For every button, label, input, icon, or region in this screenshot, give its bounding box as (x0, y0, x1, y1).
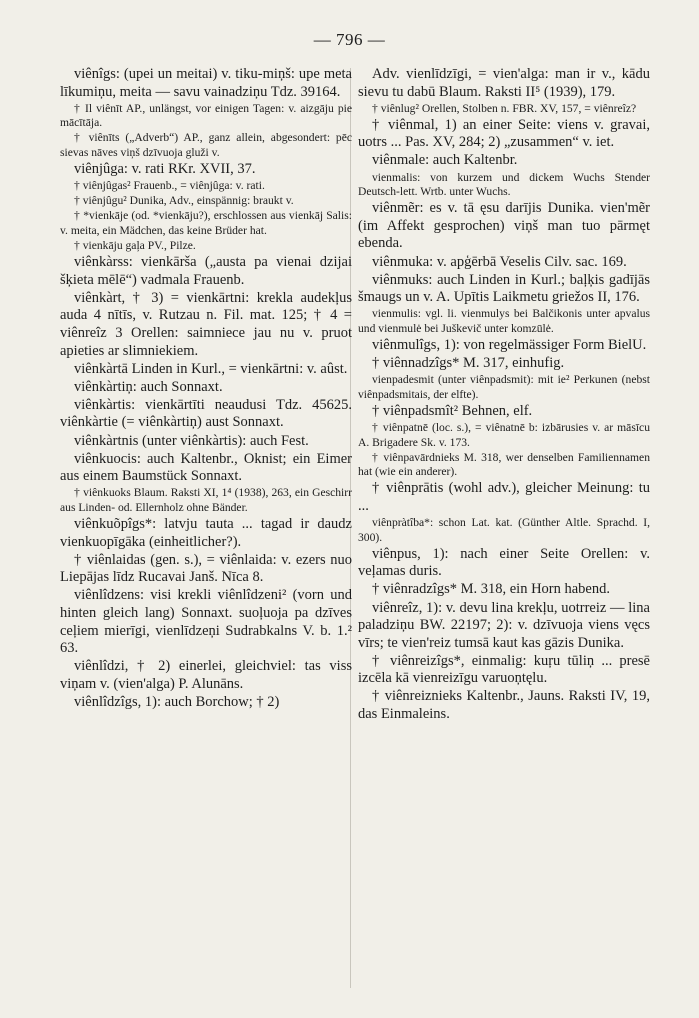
dictionary-entry: † viênjûgas² Frauenb., = viênjûga: v. rati. (74, 179, 265, 193)
dictionary-entry: † viênprātis (wohl adv.), gleicher Meinung: tu ... (358, 480, 650, 514)
dictionary-entry: † viênmal, 1) an einer Seite: viens v. gravai, uotrs ... Pas. XV, 284; 2) „zusammen“ v. iet. (358, 116, 650, 151)
right-column (358, 66, 650, 724)
dictionary-entry: viênreîz, 1): v. devu lina krekļu, uotrreiz — lina paladziņu BW. 22197; 2): v. dzīvuoja viens vęcs vīrs; te vien'reiz tumsā kaut kas gāzis Dunika. (358, 599, 650, 651)
dictionary-entry: † viênlug² Orellen, Stolben n. FBR. XV, 157, = viênreîz? (372, 101, 637, 115)
dictionary-entry: viênmuks: auch Linden in Kurl.; baļķis gadījās šmaugs un v. A. Upītis Laikmetu griežos II, 176. (358, 271, 650, 306)
dictionary-entry: viênpus, 1): nach einer Seite Orellen: v. veļamas duris. (358, 545, 650, 580)
dictionary-entry: viênkuocis: auch Kaltenbr., Oknist; ein Eimer aus einem Baumstück Sonnaxt. (60, 450, 352, 485)
dictionary-entry: viênmuka: v. apģērbā Veselis Cilv. sac. 169. (372, 253, 627, 270)
dictionary-entry: viênmẽr: es v. tā ęsu darījis Dunika. vien'mẽr (im Affekt gesprochen) viņš man tuo pārmęt ebenda. (358, 200, 650, 252)
dictionary-entry: viênkàrtiņ: auch Sonnaxt. (74, 378, 223, 395)
dictionary-entry: † vienkāju gaļa PV., Pilze. (74, 239, 196, 253)
dictionary-entry: vienmalis: von kurzem und dickem Wuchs Stender Deutsch-lett. Wrtb. unter Wuchs. (358, 170, 650, 199)
left-column (60, 66, 352, 712)
dictionary-entry: † viênpatnē (loc. s.), = viênatnē b: izbārusies v. ar māsīcu A. Brigadere Sk. v. 173. (358, 420, 650, 449)
dictionary-entry: viênjûga: v. rati RKr. XVII, 37. (74, 161, 256, 178)
dictionary-entry: † viênpadsmît² Behnen, elf. (372, 402, 533, 419)
dictionary-entry: vienmulis: vgl. li. vienmulys bei Balčikonis unter apvalus und vienmulė bei Juškevič unter komzūlė. (358, 307, 650, 335)
dictionary-entry: viênîgs: (upei un meitai) v. tiku-miņš: upe meta līkumiņu, meita — savu vainadziņu Tdz. 39164. (60, 66, 352, 100)
dictionary-entry: viênlîdzens: visi krekli viênlîdzeni² (vorn und hinten gleich lang) Sonnaxt. suoļuoja pa dzīves ceļiem mierīgi, vienlīdzeņi Sudrabkalns V. b. 1.² 63. (60, 587, 352, 657)
dictionary-entry: viênlîdzi, † 2) einerlei, gleichviel: tas viss viņam v. (vien'alga) P. Alunāns. (60, 658, 352, 692)
dictionary-entry: † viênreiznieks Kaltenbr., Jauns. Raksti IV, 19, das Einmaleins. (358, 688, 650, 723)
dictionary-entry: † viênnadzîgs* M. 317, einhufig. (372, 355, 565, 372)
dictionary-entry: † viênjûgu² Dunika, Adv., einspännig: braukt v. (74, 194, 294, 208)
dictionary-entry: viênpràtîba*: schon Lat. kat. (Günther Altle. Sprachd. I, 300). (358, 516, 650, 544)
dictionary-entry: viênkàrtis: vienkārtīti neaudusi Tdz. 45625. viênkàrtie (= viênkàrtiņ) aust Sonnaxt. (60, 396, 352, 431)
dictionary-entry: viênkuõpîgs*: latvju tauta ... tagad ir daudz vienkuopīgāka (einheitlicher?). (60, 516, 352, 550)
dictionary-entry: viênlîdzîgs, 1): auch Borchow; † 2) (74, 693, 280, 710)
dictionary-entry: Adv. vienlīdzīgi, = vien'alga: man ir v., kādu sievu tu dabū Blaum. Raksti II⁵ (1939), 179. (358, 66, 650, 100)
page-number: — 796 — (313, 30, 386, 49)
dictionary-entry: viênmale: auch Kaltenbr. (372, 152, 518, 169)
dictionary-entry: † viênradzîgs* M. 318, ein Horn habend. (372, 581, 610, 598)
dictionary-entry: viênkàrtnis (unter viênkàrtis): auch Fest. (74, 432, 309, 449)
dictionary-entry: † *vienkāje (od. *vienkāju?), erschlossen aus vienkāj Salis: v. meita, ein Mädchen, das keine Brüder hat. (60, 209, 352, 237)
dictionary-entry: viênmulîgs, 1): von regelmässiger Form BielU. (372, 337, 647, 353)
dictionary-entry: viênkàrt, † 3) = vienkārtni: krekla audekļus auda 4 nītīs, v. Rutzau n. Fil. mat. 125; † 4 = viênreîz 3 Orellen: saimniece jau nu v. pruot apieties ar slimniekiem. (60, 289, 352, 359)
dictionary-entry: † viênkuoks Blaum. Raksti XI, 1⁴ (1938), 263, ein Geschirr aus Linden- od. Ellernholz ohne Bänder. (60, 486, 352, 514)
dictionary-entry: † Il viênīt AP., unlängst, vor einigen Tagen: v. aizgāju pie mācītāja. (60, 101, 352, 130)
dictionary-entry: viênkàrtā Linden in Kurl., = vienkārtni: v. aûst. (74, 360, 348, 377)
dictionary-entry: † viênlaidas (gen. s.), = viênlaida: v. ezers nuo Liepājas līdz Rucavai Janš. Nīca 8. (60, 551, 352, 586)
dictionary-entry: vienpadesmit (unter viênpadsmit): mit ie² Perkunen (nebst viênpadsmitais, der elfte). (358, 373, 650, 401)
dictionary-entry: viênkàrss: vienkārša („austa pa vienai dzijai šķieta mēlē“) vadmala Frauenb. (60, 254, 352, 288)
dictionary-entry: † viênpavārdnieks M. 318, wer denselben Familiennamen hat (wie ein anderer). (358, 450, 650, 479)
dictionary-entry: † viênreizîgs*, einmalig: kuŗu tūliņ ... presē izcēla kā vienreizīgu varuoņtęlu. (358, 652, 650, 687)
dictionary-entry: † viênīts („Adverb“) AP., ganz allein, abgesondert: pēc sievas nāves viņš dzīvuoja gluži v. (60, 131, 352, 159)
